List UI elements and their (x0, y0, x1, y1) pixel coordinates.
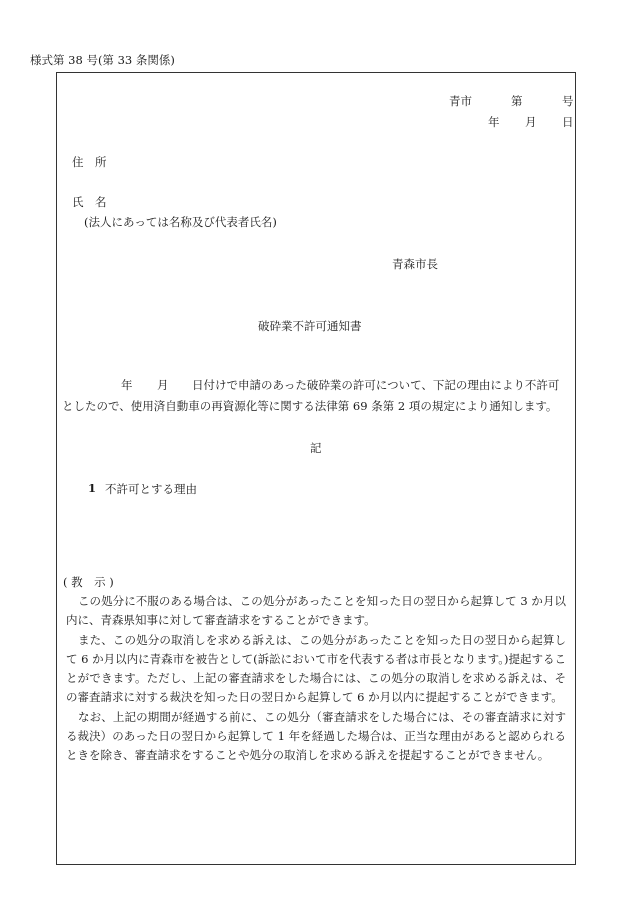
instruction-paragraph-2: また、この処分の取消しを求める訴えは、この処分があったことを知った日の翌日から起算して 6 か月以内に青森市を被告として(訴訟において市を代表する者は市長となります。)提起することができます。ただし、上記の審査請求をした場合には、この処分の取消しを求める訴えは、その審査請求に対する裁決を知った日の翌日から起算して 6 か月以内に提起することができます。 (66, 632, 566, 705)
doc-no-suffix: 号 (562, 94, 574, 108)
instruction-body (66, 592, 566, 766)
doc-prefix: 青市 (449, 94, 472, 108)
instruction-heading: ( 教 示 ) (63, 575, 114, 589)
issuer: 青森市長 (392, 257, 438, 271)
body-line-1: 日付けで申請のあった破砕業の許可について、下記の理由により不許可 (192, 378, 560, 392)
doc-no-label: 第 (511, 94, 523, 108)
form-number: 様式第 38 号(第 33 条関係) (30, 53, 175, 67)
corporate-note: (法人にあっては名称及び代表者氏名) (84, 215, 277, 229)
reason-number: 1 (88, 481, 97, 495)
body-line-2: としたので、使用済自動車の再資源化等に関する法律第 69 条第 2 項の規定により通知します。 (62, 399, 558, 413)
body-date-month: 月 (157, 378, 169, 392)
instruction-paragraph-1: この処分に不服のある場合は、この処分があったことを知った日の翌日から起算して 3 か月以内に、青森県知事に対して審査請求をすることができます。 (66, 594, 566, 628)
address-label: 住 所 (72, 155, 107, 169)
name-label: 氏 名 (72, 195, 107, 209)
reason-label: 不許可とする理由 (105, 482, 197, 496)
header-date-year: 年 (488, 115, 500, 129)
header-date-month: 月 (525, 115, 537, 129)
instruction-paragraph-3: なお、上記の期間が経過する前に、この処分（審査請求をした場合には、その審査請求に対する裁決）のあった日の翌日から起算して 1 年を経過した場合は、正当な理由があると認められるときを除き、審査請求をすることや処分の取消しを求める訴えを提起することができません。 (66, 709, 566, 763)
ki-label: 記 (310, 441, 322, 455)
document-title: 破砕業不許可通知書 (258, 319, 362, 333)
body-date-year: 年 (121, 378, 133, 392)
header-date-day: 日 (562, 115, 574, 129)
